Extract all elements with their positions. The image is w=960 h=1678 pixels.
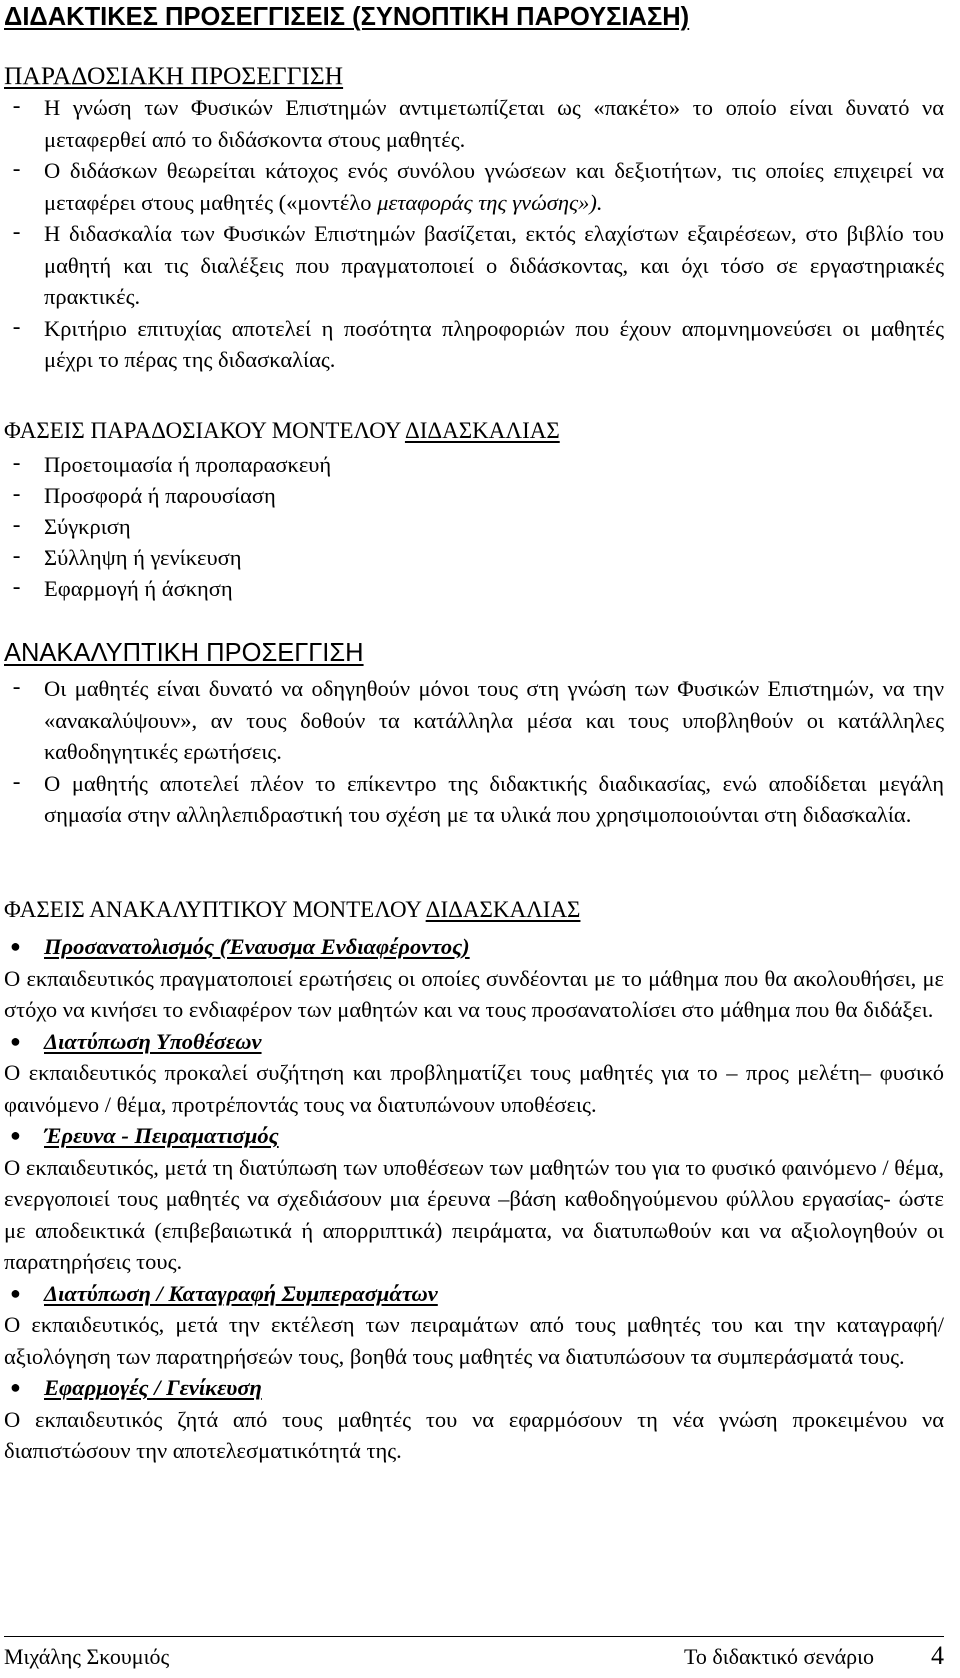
footer-page-number: 4 bbox=[931, 1641, 944, 1670]
list-item bbox=[4, 155, 944, 218]
traditional-phases-heading bbox=[4, 416, 944, 446]
traditional-phases-heading-underlined: ΔΙΔΑΣΚΑΛΙΑΣ bbox=[404, 418, 560, 443]
phase-hypotheses bbox=[4, 1026, 944, 1121]
list-item-text: Προσφορά ή παρουσίαση bbox=[44, 483, 276, 508]
phase-conclusions bbox=[4, 1278, 944, 1373]
document-title: ΔΙΔΑΚΤΙΚΕΣ ΠΡΟΣΕΓΓΙΣΕΙΣ (ΣΥΝΟΠΤΙΚΗ ΠΑΡΟΥΣΙΑΣΗ) bbox=[4, 3, 690, 31]
traditional-phases-section bbox=[4, 449, 944, 604]
traditional-approach-section bbox=[4, 92, 944, 376]
phase-title bbox=[4, 931, 944, 963]
discovery-phases-heading bbox=[4, 895, 944, 925]
list-item bbox=[4, 542, 944, 573]
page-footer bbox=[4, 1636, 944, 1673]
phase-title bbox=[4, 1372, 944, 1404]
list-item-text: Προετοιμασία ή προπαρασκευή bbox=[44, 452, 332, 477]
phase-title bbox=[4, 1278, 944, 1310]
bullet-icon: ● bbox=[10, 1030, 21, 1051]
list-item-italic-text: μεταφοράς της γνώσης»). bbox=[377, 189, 603, 215]
phase-title bbox=[4, 1120, 944, 1152]
traditional-approach-heading: ΠΑΡΑΔΟΣΙΑΚΗ ΠΡΟΣΕΓΓΙΣΗ bbox=[4, 61, 344, 90]
phase-description: Ο εκπαιδευτικός πραγματοποιεί ερωτήσεις οι οποίες συνδέονται με το μάθημα που θα ακολουθήσει, με στόχο να κινήσει το ενδιαφέρον των μαθητών και να τους προσανατολίσει στο μάθημα που θα διδάξει. bbox=[4, 965, 944, 1022]
phase-title bbox=[4, 1026, 944, 1058]
traditional-phases-list bbox=[4, 449, 944, 604]
bullet-icon: ● bbox=[10, 936, 21, 956]
traditional-phases-heading-text: ΦΑΣΕΙΣ ΠΑΡΑΔΟΣΙΑΚΟΥ ΜΟΝΤΕΛΟΥ bbox=[4, 418, 405, 443]
list-item-text: Η διδασκαλία των Φυσικών Επιστημών βασίζεται, εκτός ελαχίστων εξαιρέσεων, στο βιβλίο του μαθητή και τις διαλέξεις που πραγματοποιεί ο διδάσκοντας, και όχι τόσο σε εργαστηριακές πρακτικές. bbox=[44, 221, 944, 309]
list-item bbox=[4, 573, 944, 604]
bullet-icon: ● bbox=[10, 1125, 21, 1145]
phase-applications bbox=[4, 1372, 944, 1467]
list-item bbox=[4, 313, 944, 376]
phase-description: Ο εκπαιδευτικός, μετά τη διατύπωση των υποθέσεων των μαθητών του για το φυσικό φαινόμενο / θέμα, ενεργοποιεί τους μαθητές να σχεδιάσουν μια έρευνα –βάση καθοδηγούμενου φύλλου εργασίας- ώστε με αποδεικτικά (επιβεβαιωτικά ή απορριπτικά) πειράματα, να διατυπωθούν και να αξιολογηθούν οι παρατηρήσεις τους. bbox=[4, 1154, 944, 1274]
list-item-text: Ο διδάσκων θεωρείται κάτοχος ενός συνόλου γνώσεων και δεξιοτήτων, τις οποίες επιχειρεί να μεταφέρει στους μαθητές («μοντέλο bbox=[44, 158, 944, 215]
list-item-text: Οι μαθητές είναι δυνατό να οδηγηθούν μόνοι τους στη γνώση των Φυσικών Επιστημών, να την «ανακαλύψουν», αν τους δοθούν τα κατάλληλα μέσα και τους υποβληθούν οι κατάλληλες καθοδηγητικές ερωτήσεις. bbox=[44, 676, 944, 764]
discovery-approach-section bbox=[4, 673, 944, 831]
list-item bbox=[4, 449, 944, 480]
phase-title-text: Έρευνα - Πειραματισμός bbox=[44, 1123, 279, 1148]
discovery-phases-heading-text: ΦΑΣΕΙΣ ΑΝΑΚΑΛΥΠΤΙΚΟΥ ΜΟΝΤΕΛΟΥ bbox=[4, 897, 426, 922]
discovery-approach-heading: ΑΝΑΚΑΛΥΠΤΙΚΗ ΠΡΟΣΕΓΓΙΣΗ bbox=[4, 639, 364, 667]
list-item-text: Η γνώση των Φυσικών Επιστημών αντιμετωπίζεται ως «πακέτο» το οποίο είναι δυνατό να μεταφερθεί από το διδάσκοντα στους μαθητές. bbox=[44, 95, 944, 152]
phase-description: Ο εκπαιδευτικός ζητά από τους μαθητές του να εφαρμόσουν τη νέα γνώση προκειμένου να διαπιστώσουν την αποτελεσματικότητά της. bbox=[4, 1406, 944, 1463]
bullet-icon: ● bbox=[10, 1377, 21, 1397]
list-item bbox=[4, 480, 944, 511]
list-item bbox=[4, 511, 944, 542]
list-item-text: Σύλληψη ή γενίκευση bbox=[44, 545, 242, 570]
phase-title-text: Διατύπωση Υποθέσεων bbox=[44, 1028, 262, 1054]
list-item-text: Κριτήριο επιτυχίας αποτελεί η ποσότητα πληροφοριών που έχουν απομνημονεύσει οι μαθητές μέχρι το πέρας της διδασκαλίας. bbox=[44, 315, 944, 372]
list-item-text: Ο μαθητής αποτελεί πλέον το επίκεντρο της διδακτικής διαδικασίας, ενώ αποδίδεται μεγάλη σημασία στην αλληλεπιδραστική του σχέση με τα υλικά που χρησιμοποιούνται στη διδασκαλία. bbox=[44, 770, 944, 827]
discovery-approach-list bbox=[4, 673, 944, 831]
list-item bbox=[4, 218, 944, 313]
phase-description: Ο εκπαιδευτικός προκαλεί συζήτηση και προβληματίζει τους μαθητές για το – προς μελέτη– φυσικό φαινόμενο / θέμα, προτρέποντάς τους να διατυπώνουν υποθέσεις. bbox=[4, 1060, 944, 1117]
phase-title-text: Προσανατολισμός (Έναυσμα Ενδιαφέροντος) bbox=[44, 934, 470, 959]
phase-title-text: Διατύπωση / Καταγραφή Συμπερασμάτων bbox=[44, 1280, 438, 1306]
list-item-text: Εφαρμογή ή άσκηση bbox=[44, 576, 233, 601]
list-item-text: Σύγκριση bbox=[44, 514, 131, 539]
discovery-phases-section bbox=[4, 931, 944, 1467]
phase-description: Ο εκπαιδευτικός, μετά την εκτέλεση των πειραμάτων από τους μαθητές του και την καταγραφή/αξιολόγηση των παρατηρήσεών τους, βοηθά τους μαθητές να διατυπώσουν τα συμπεράσματά τους. bbox=[4, 1312, 944, 1369]
list-item bbox=[4, 768, 944, 831]
phase-orientation bbox=[4, 931, 944, 1026]
phase-experimentation bbox=[4, 1120, 944, 1278]
traditional-approach-list bbox=[4, 92, 944, 376]
phase-title-text: Εφαρμογές / Γενίκευση bbox=[44, 1375, 262, 1400]
bullet-icon: ● bbox=[10, 1282, 21, 1303]
footer-author: Μιχάλης Σκουμιός bbox=[4, 1644, 170, 1669]
footer-document-name: Το διδακτικό σενάριο bbox=[683, 1644, 874, 1669]
list-item bbox=[4, 92, 944, 155]
list-item bbox=[4, 673, 944, 768]
discovery-phases-heading-underlined: ΔΙΔΑΣΚΑΛΙΑΣ bbox=[425, 897, 581, 922]
